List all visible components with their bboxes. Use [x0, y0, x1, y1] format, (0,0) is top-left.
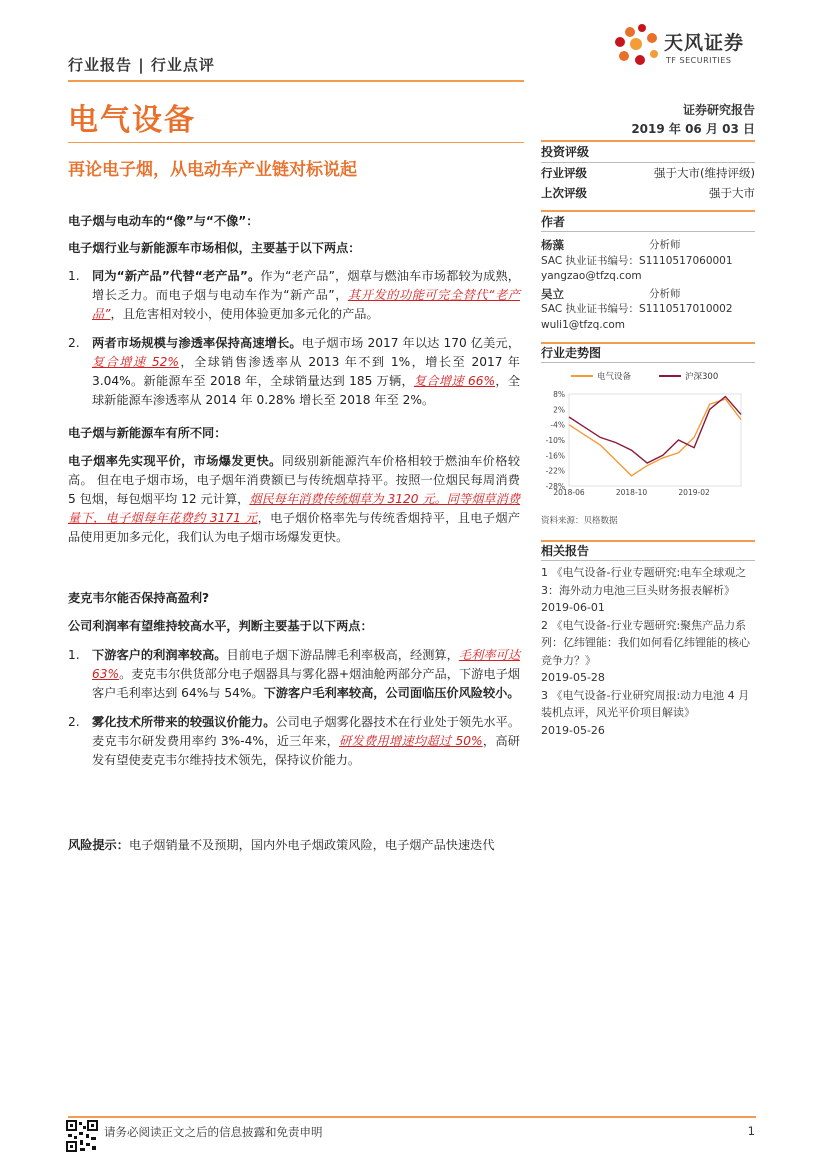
logo-icon: [612, 22, 662, 72]
y-tick-label: -10%: [545, 436, 565, 445]
section-3-title: 麦克韦尔能否保持高盈利?: [68, 591, 210, 605]
y-tick-label: 2%: [553, 405, 565, 415]
list-item: [68, 334, 520, 410]
doc-type: 证券研究报告: [682, 103, 755, 117]
footer-disclaimer: 请务必阅读正文之后的信息披露和免责申明: [104, 1125, 323, 1139]
last-rating-row: 上次评级 强于大市: [541, 186, 755, 200]
legend-label: 沪深300: [685, 372, 719, 382]
list-text: 两者市场规模与渗透率保持高速增长。电子烟市场 2017 年以达 170 亿美元，复合增速 52%，全球销售渗透率从 2013 年不到 1%，增长至 2017 年 3.04%。新能源车至 2018 年，全球销量达到 185 万辆，复合增速 66%，全球新能源车渗透率从 2014 年 0.28% 增长至 2018 年至 2%。: [92, 336, 521, 407]
section-1-subtitle: 电子烟行业与新能源车市场相似，主要基于以下两点：: [68, 241, 361, 255]
author-card: 吴立 分析师 SAC 执业证书编号：S1110517010002 wuli1@tfzq.com: [541, 286, 733, 331]
y-tick-label: -28%: [545, 482, 565, 491]
series-line-2: [569, 397, 741, 463]
industry-title: 电气设备: [68, 103, 196, 138]
y-tick-label: 8%: [553, 390, 565, 399]
report-type: 行业报告 | 行业点评: [68, 56, 215, 74]
rating-row: 行业评级 强于大市(维持评级): [541, 166, 755, 180]
y-tick-label: -4%: [550, 420, 565, 430]
brand-name-en: TF SECURITIES: [666, 56, 732, 65]
trend-chart: [541, 364, 755, 504]
related-block: [541, 542, 755, 739]
x-tick-label: 2019-02: [678, 488, 710, 497]
author-card: 杨藻 分析师 SAC 执业证书编号：S1110517060001 yangzao@tfzq.com: [541, 238, 733, 282]
series-line-1: [569, 399, 741, 476]
author-block: [541, 213, 755, 333]
list-text: 下游客户的利润率较高。目前电子烟下游品牌毛利率极高，经测算，毛利率可达 63%。麦克韦尔供货部分电子烟器具与雾化器+烟油舱两部分产品，下游电子烟客户毛利率达到 64%与 54%。下游客户毛利率较高，公司面临压价风险较小。: [92, 648, 521, 700]
list-item: [68, 646, 520, 703]
rating-block: [541, 142, 755, 203]
list-number: 2.: [68, 336, 80, 350]
list-item: [68, 713, 520, 770]
list-item: [68, 267, 520, 324]
section-2-title: 电子烟与新能源车有所不同：: [68, 426, 227, 440]
list-text: 同为“新产品”代替“老产品”。作为“老产品”，烟草与燃油车市场都较为成熟，增长乏力。而电子烟与电动车作为“新产品”，其开发的功能可完全替代“老产品”，且危害相对较小，使用体验更加多元化的产品。: [92, 269, 520, 321]
rating-head: 投资评级: [541, 145, 590, 159]
y-tick-label: -22%: [545, 466, 565, 476]
related-item[interactable]: 3 《电气设备-行业研究周报:动力电池 4 月装机点评，风光平价项目解读》 2019-05-26: [541, 688, 750, 737]
chart-source: 资料来源：贝格数据: [541, 516, 618, 526]
plot-frame: [569, 394, 741, 486]
title-rule: [68, 142, 524, 143]
related-item[interactable]: 1 《电气设备-行业专题研究:电车全球观之 3：海外动力电池三巨头财务报表解析》 2019-06-01: [541, 566, 747, 614]
header-rule: [68, 80, 524, 82]
related-head: 相关报告: [541, 544, 590, 558]
legend-label: 电气设备: [597, 372, 632, 382]
list-number: 1.: [68, 648, 80, 662]
section-1: [68, 212, 520, 547]
side-rule: [541, 210, 755, 212]
risk-note: 风险提示：电子烟销量不及预期，国内外电子烟政策风险，电子烟产品快速迭代: [68, 838, 495, 852]
report-subtitle: 再论电子烟，从电动车产业链对标说起: [68, 160, 357, 180]
y-tick-label: -16%: [545, 451, 565, 461]
list-text: 雾化技术所带来的较强议价能力。公司电子烟雾化器技术在行业处于领先水平。麦克韦尔研发费用率约 3%-4%，近三年来，研发费用增速均超过 50%，高研发有望使麦克韦尔维持技术领先，保持议价能力。: [92, 715, 521, 767]
x-tick-label: 2018-06: [553, 488, 585, 497]
author-head: 作者: [541, 215, 566, 229]
related-item[interactable]: 2 《电气设备-行业专题研究:聚焦产品力系列：亿纬锂能：我们如何看亿纬锂能的核心竞争力？》 2019-05-28: [541, 618, 750, 684]
footer-rule: [68, 1116, 756, 1118]
trend-block: [541, 344, 755, 363]
section-2-paragraph: 电子烟率先实现平价，市场爆发更快。同级别新能源汽车价格相较于燃油车价格较高。 但在电子烟市场，电子烟年消费额已与传统烟草持平。按照一位烟民每周消费 5 包烟，每包烟平均 12 元计算，烟民每年消费传统烟草为 3120 元。同等烟草消费量下，电子烟每年花费约 3171 元，电子烟价格率先与传统香烟持平，且电子烟产品使用更加多元化，我们认为电子烟市场爆发更快。: [68, 454, 521, 544]
list-number: 2.: [68, 715, 80, 729]
x-tick-label: 2018-10: [615, 488, 648, 497]
list-number: 1.: [68, 269, 80, 283]
section-3-subtitle: 公司利润率有望维持较高水平，判断主要基于以下两点：: [68, 619, 373, 633]
qr-code-icon: [66, 1120, 98, 1152]
section-3: [68, 589, 520, 770]
page-number: 1: [747, 1124, 755, 1138]
report-date: 2019 年 06 月 03 日: [631, 122, 755, 136]
brand-name: 天风证券: [664, 32, 745, 54]
section-1-title: 电子烟与电动车的“像”与“不像”：: [68, 214, 259, 228]
trend-head: 行业走势图: [541, 346, 602, 360]
